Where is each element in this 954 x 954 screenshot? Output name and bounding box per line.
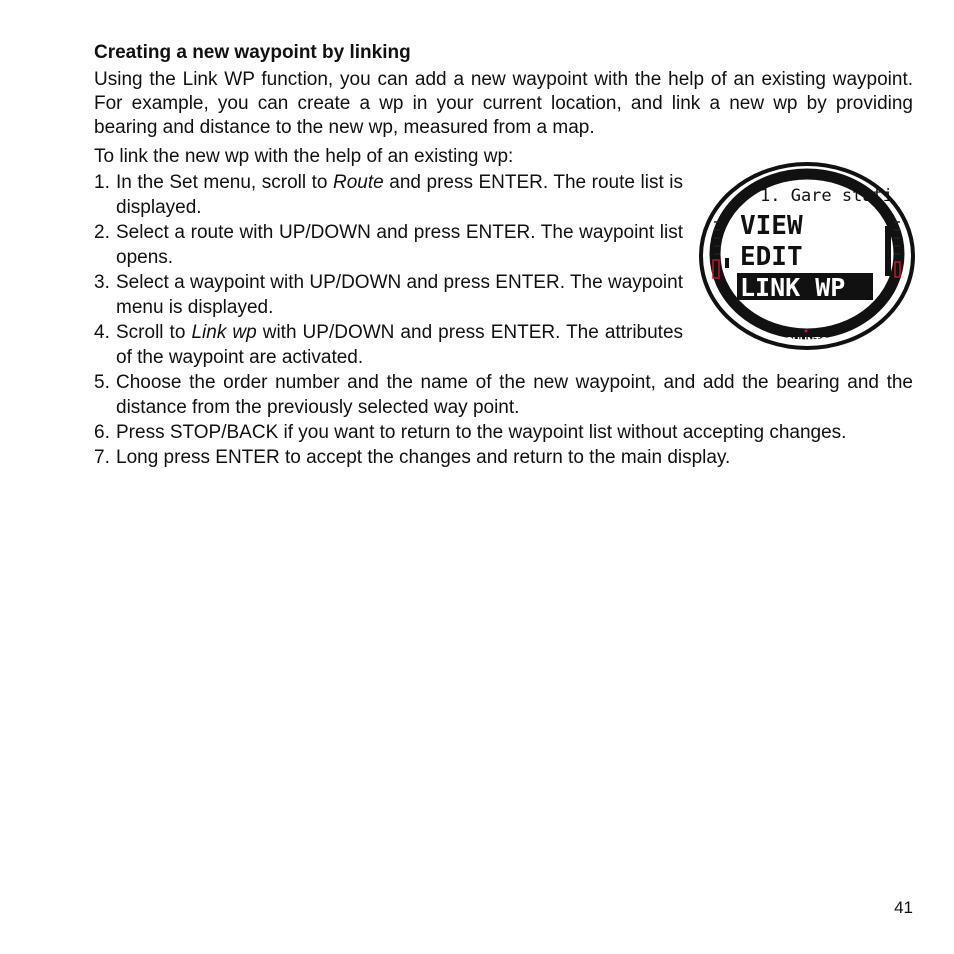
emphasis-route: Route [333,172,384,193]
watch-title-line: 1. Gare stati [760,186,894,206]
step-1: 1. In the Set menu, scroll to Route and press ENTER. The route list is displayed. [94,172,683,218]
step-4: 4. Scroll to Link wp with UP/DOWN and press ENTER. The attributes of the waypoint are activated. [94,322,684,368]
section-heading: Creating a new waypoint by linking [94,42,411,63]
step-3: 3. Select a waypoint with UP/DOWN and press ENTER. The waypoint menu is displayed. [94,272,683,318]
watch-display-illustration [698,160,916,352]
lead-in-paragraph: To link the new wp with the help of an existing wp: [94,146,514,167]
step-number: 7. [94,447,110,468]
brand-dot-icon [805,330,808,333]
page-number: 41 [894,898,913,917]
watch-menu-view: VIEW [740,211,803,241]
step-number: 5. [94,372,110,393]
step-number: 6. [94,422,110,443]
emphasis-link-wp: Link wp [191,322,257,343]
watch-brand-logo: SUUNTO [785,336,829,347]
step-5: 5. Choose the order number and the name of the new waypoint, and add the bearing and the distance from the previously selected way point. [94,372,913,418]
step-number: 4. [94,322,110,343]
step-number: 1. [94,172,110,193]
step-number: 3. [94,272,110,293]
step-6: 6. Press STOP/BACK if you want to return to the waypoint list without accepting changes. [94,422,847,443]
step-number: 2. [94,222,110,243]
step-2: 2. Select a route with UP/DOWN and press ENTER. The waypoint list opens. [94,222,683,268]
step-7: 7. Long press ENTER to accept the changes and return to the main display. [94,447,731,468]
intro-paragraph: Using the Link WP function, you can add a new waypoint with the help of an existing waypoint. For example, you can create a wp in your current location, and link a new wp by providing bearing and distance to the new wp, measured from a map. [94,69,913,138]
watch-menu-edit: EDIT [740,242,803,272]
watch-menu-link-wp: LINK WP [740,273,846,302]
